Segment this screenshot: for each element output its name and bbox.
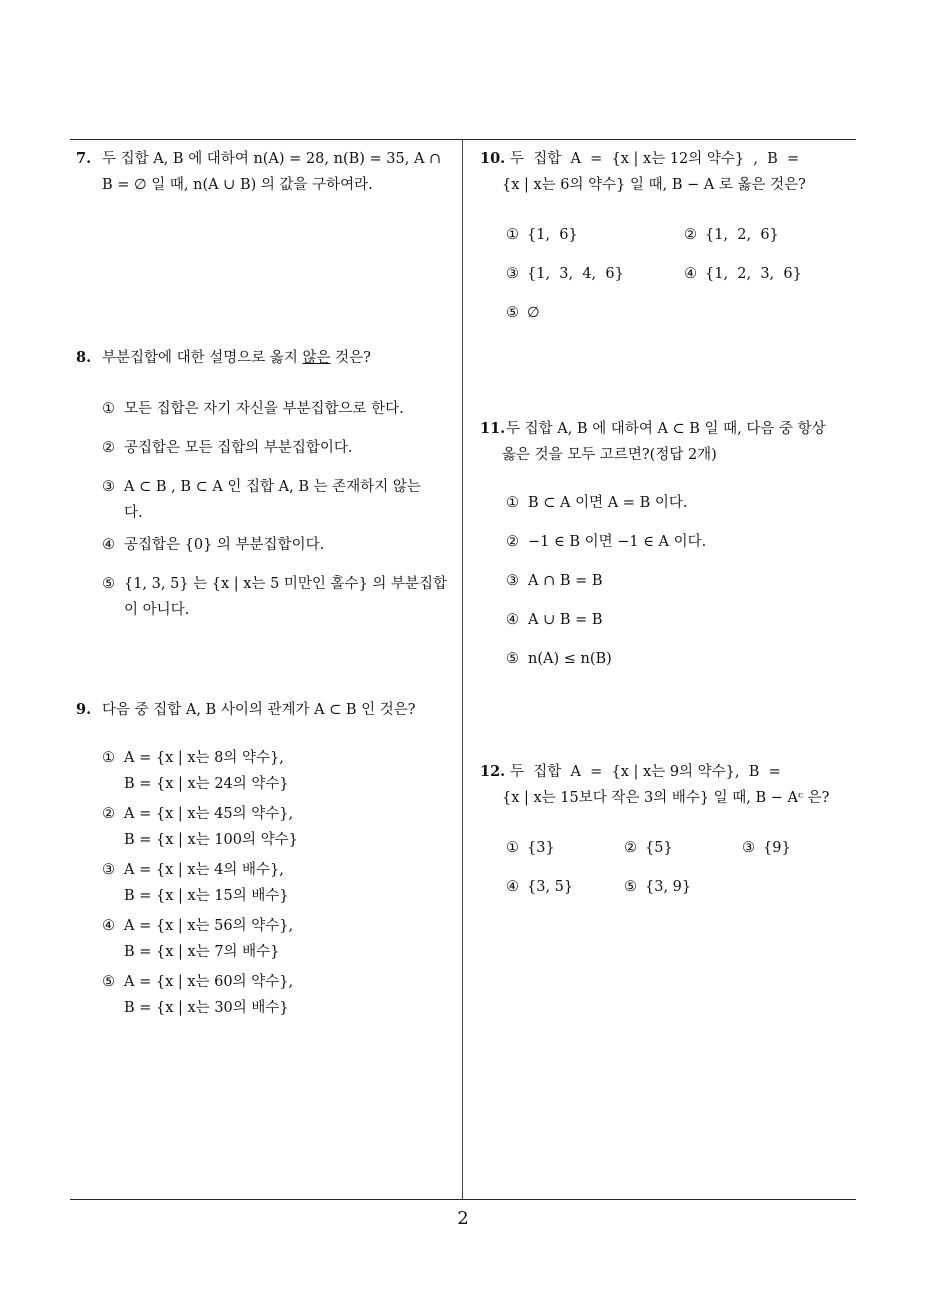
option-4[interactable]: ④ {1, 2, 3, 6} xyxy=(684,266,802,282)
top-rule xyxy=(70,139,856,140)
question-text-line: 두 집합 A, B 에 대하여 A ⊂ B 일 때, 다음 중 항상 xyxy=(506,421,826,437)
question-text-line: {x | x는 6의 약수} 일 때, B − A 로 옳은 것은? xyxy=(502,177,806,193)
option-5[interactable]: ⑤ ∅ xyxy=(506,305,540,321)
option-3[interactable]: ③ {9} xyxy=(742,840,791,856)
page-number: 2 xyxy=(457,1208,469,1229)
option-3[interactable]: ③ A = {x | x는 4의 배수}, B = {x | x는 15의 배수} xyxy=(102,862,289,904)
question-8 xyxy=(76,345,450,636)
question-number: 7. xyxy=(76,150,92,167)
question-9 xyxy=(76,697,450,1034)
option-5[interactable]: ⑤ {1, 3, 5} 는 {x | x는 5 미만인 홀수} 의 부분집합 이 아니다. xyxy=(102,576,448,618)
question-text-line: 두 집합 A = {x | x는 9의 약수}, B = xyxy=(510,764,781,780)
option-1[interactable]: ① A = {x | x는 8의 약수}, B = {x | x는 24의 약수} xyxy=(102,750,289,792)
option-2[interactable]: ② {5} xyxy=(624,840,673,856)
bottom-rule xyxy=(70,1199,856,1200)
option-5[interactable]: ⑤ {3, 9} xyxy=(624,879,692,895)
question-text: 부분집합에 대한 설명으로 옳지 않은 것은? xyxy=(102,350,371,366)
question-number: 8. xyxy=(76,349,92,366)
option-3[interactable]: ③ {1, 3, 4, 6} xyxy=(506,266,624,282)
question-text-line: 옳은 것을 모두 고르면?(정답 2개) xyxy=(502,447,717,463)
column-divider xyxy=(462,139,463,1200)
question-text: 다음 중 집합 A, B 사이의 관계가 A ⊂ B 인 것은? xyxy=(102,702,416,718)
question-number: 11. xyxy=(480,420,506,437)
question-text-line: 두 집합 A = {x | x는 12의 약수} , B = xyxy=(510,151,800,167)
option-1[interactable]: ① {1, 6} xyxy=(506,227,578,243)
option-5[interactable]: ⑤ n(A) ≤ n(B) xyxy=(506,651,612,667)
option-2[interactable]: ② 공집합은 모든 집합의 부분집합이다. xyxy=(102,440,353,456)
option-1[interactable]: ① 모든 집합은 자기 자신을 부분집합으로 한다. xyxy=(102,401,404,417)
option-2[interactable]: ② A = {x | x는 45의 약수}, B = {x | x는 100의 약수} xyxy=(102,806,298,848)
option-5[interactable]: ⑤ A = {x | x는 60의 약수}, B = {x | x는 30의 배수} xyxy=(102,974,294,1016)
question-number: 9. xyxy=(76,701,92,718)
option-4[interactable]: ④ 공집합은 {0} 의 부분집합이다. xyxy=(102,537,325,553)
underlined-word: 않은 xyxy=(302,350,331,366)
option-4[interactable]: ④ {3, 5} xyxy=(506,879,574,895)
option-2[interactable]: ② {1, 2, 6} xyxy=(684,227,779,243)
question-10 xyxy=(480,146,860,339)
question-12 xyxy=(480,759,860,913)
option-1[interactable]: ① {3} xyxy=(506,840,555,856)
question-text-line: {x | x는 15보다 작은 3의 배수} 일 때, B − Aᶜ 은? xyxy=(502,790,830,806)
question-7 xyxy=(76,146,450,198)
question-11 xyxy=(480,416,860,685)
option-3[interactable]: ③ A ∩ B = B xyxy=(506,573,603,589)
question-number: 10. xyxy=(480,150,506,167)
question-text-line: B = ∅ 일 때, n(A ∪ B) 의 값을 구하여라. xyxy=(102,177,373,193)
option-3[interactable]: ③ A ⊂ B , B ⊂ A 인 집합 A, B 는 존재하지 않는 다. xyxy=(102,479,421,521)
option-2[interactable]: ② −1 ∈ B 이면 −1 ∈ A 이다. xyxy=(506,534,707,550)
option-4[interactable]: ④ A ∪ B = B xyxy=(506,612,603,628)
option-1[interactable]: ① B ⊂ A 이면 A = B 이다. xyxy=(506,495,688,511)
option-4[interactable]: ④ A = {x | x는 56의 약수}, B = {x | x는 7의 배수} xyxy=(102,918,294,960)
question-number: 12. xyxy=(480,763,506,780)
question-text-line: 두 집합 A, B 에 대하여 n(A) = 28, n(B) = 35, A ∩ xyxy=(102,151,442,167)
